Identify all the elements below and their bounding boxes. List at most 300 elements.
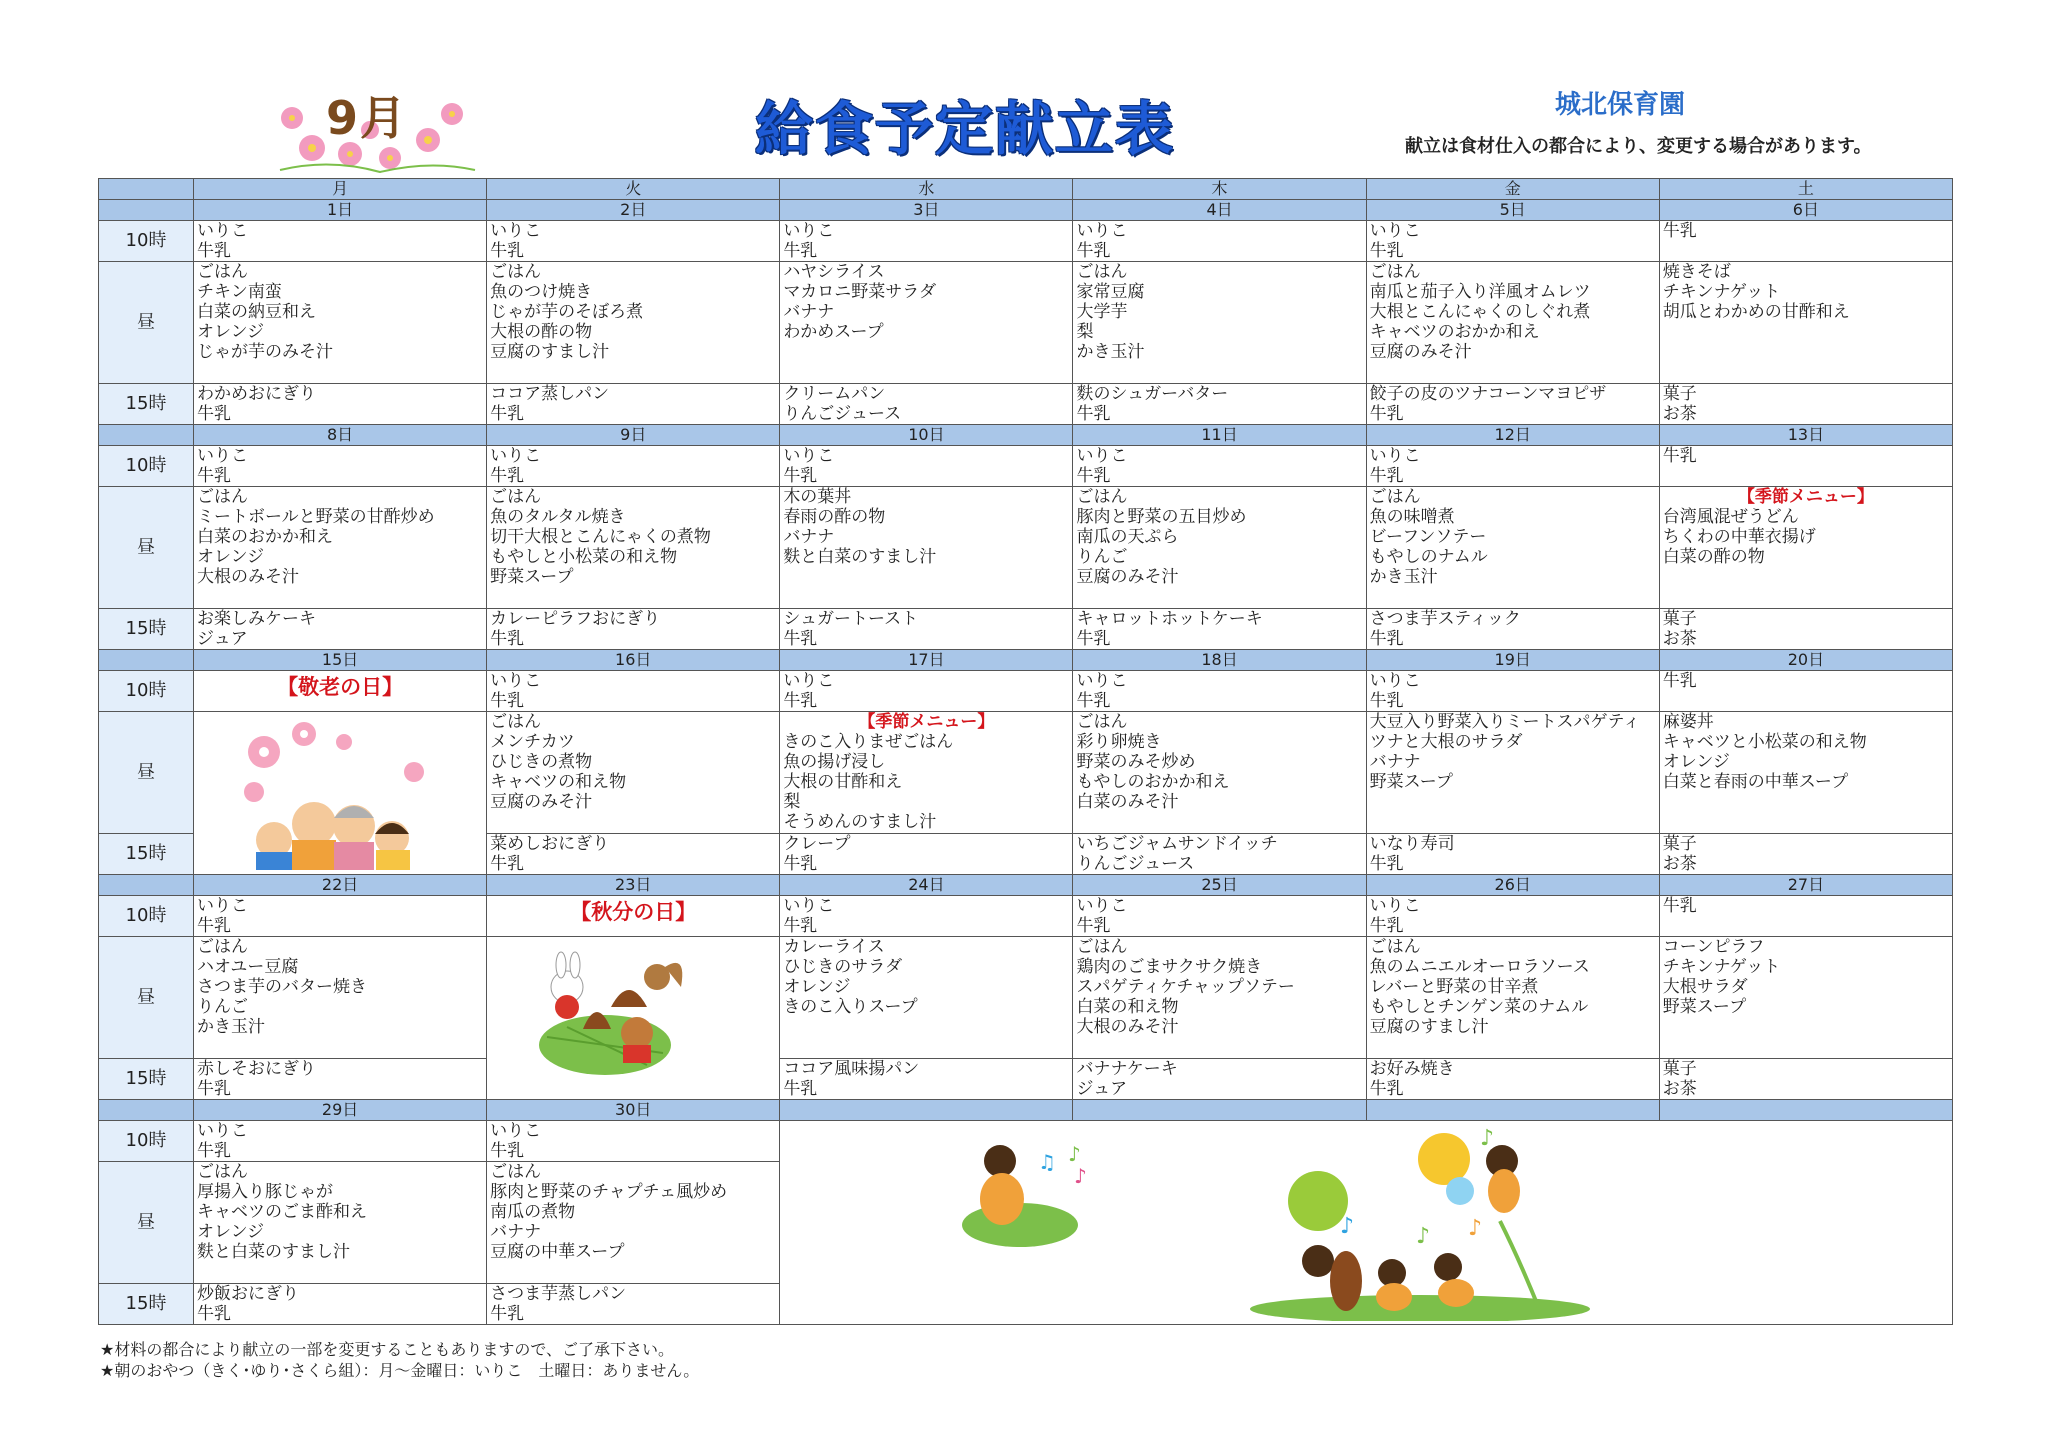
- date-cell: 16日: [487, 650, 780, 671]
- menu-item: 菓子: [1662, 1059, 1697, 1079]
- menu-item: 麩と白菜のすまし汁: [783, 547, 937, 567]
- menu-item: ビーフンソテー: [1369, 527, 1487, 547]
- menu-item: じゃが芋のみそ汁: [197, 342, 333, 362]
- menu-item: りんご: [1076, 547, 1128, 567]
- menu-item: いりこ: [783, 896, 835, 916]
- menu-item: いりこ: [490, 221, 542, 241]
- date-cell: 9日: [487, 425, 780, 446]
- menu-item: 牛乳: [783, 241, 818, 261]
- menu-item: ココア蒸しパン: [490, 384, 610, 404]
- menu-item: 大根のみそ汁: [197, 567, 299, 587]
- menu-item: バナナ: [490, 1222, 542, 1242]
- lunch-cell: [487, 262, 780, 384]
- date-cell: 18日: [1073, 650, 1366, 671]
- menu-item: カレーピラフおにぎり: [490, 609, 661, 629]
- menu-item: 牛乳: [197, 916, 231, 936]
- menu-item: 南瓜と茄子入り洋風オムレツ: [1369, 282, 1591, 302]
- menu-item: さつま芋のバター焼き: [197, 977, 367, 997]
- date-cell: 27日: [1659, 875, 1952, 896]
- menu-item: バナナ: [783, 527, 835, 547]
- menu-item: オレンジ: [783, 977, 851, 997]
- menu-item: 牛乳: [197, 1304, 231, 1324]
- lunch-cell: [1073, 262, 1366, 384]
- date-cell: [780, 1100, 1073, 1121]
- menu-item: ツナと大根のサラダ: [1369, 732, 1523, 752]
- menu-item: いりこ: [197, 221, 248, 241]
- menu-item: 牛乳: [1076, 629, 1111, 649]
- menu-item: 白菜の酢の物: [1662, 547, 1765, 567]
- morning-row: [99, 896, 1953, 937]
- menu-item: ごはん: [1076, 487, 1128, 507]
- menu-item: もやしと小松菜の和え物: [490, 547, 678, 567]
- morning-row: [99, 221, 1953, 262]
- menu-item: いりこ: [783, 221, 835, 241]
- morning-cell: [1659, 671, 1952, 712]
- slot-label-lunch: 昼: [99, 937, 194, 1059]
- menu-item: 牛乳: [490, 1304, 525, 1324]
- lunch-cell: [1659, 937, 1952, 1059]
- morning-row: [99, 1121, 1953, 1162]
- lunch-cell: [1659, 712, 1952, 834]
- morning-row: [99, 671, 1953, 712]
- afternoon-cell: [1073, 834, 1366, 875]
- date-cell: 30日: [487, 1100, 780, 1121]
- menu-item: 野菜スープ: [490, 567, 574, 587]
- slot-label-morning: 10時: [99, 896, 194, 937]
- weekday-wed: 水: [780, 179, 1073, 200]
- menu-item: じゃが芋のそぼろ煮: [490, 302, 644, 322]
- footer-note-1: ★材料の都合により献立の一部を変更することもありますので、ご了承下さい。: [100, 1340, 675, 1359]
- menu-item: 牛乳: [783, 854, 818, 874]
- menu-item: 彩り卵焼き: [1076, 732, 1162, 752]
- menu-item: 菓子: [1662, 834, 1697, 854]
- svg-text:♪: ♪: [1468, 1216, 1483, 1241]
- lunch-cell: [1073, 487, 1366, 609]
- menu-item: 大豆入り野菜入りミートスパゲティ: [1369, 712, 1641, 732]
- menu-item: 大学芋: [1076, 302, 1128, 322]
- slot-label-lunch: 昼: [99, 1162, 194, 1284]
- menu-item: 牛乳: [783, 466, 818, 486]
- corner-cell: [99, 650, 194, 671]
- menu-item: わかめスープ: [783, 322, 884, 342]
- menu-item: キャベツと小松菜の和え物: [1662, 732, 1867, 752]
- morning-cell: [487, 446, 780, 487]
- menu-item: 牛乳: [490, 1141, 525, 1161]
- menu-item: いちごジャムサンドイッチ: [1076, 834, 1278, 854]
- lunch-cell: [780, 262, 1073, 384]
- menu-item: 牛乳: [197, 241, 231, 261]
- morning-cell: [194, 1121, 487, 1162]
- menu-item: 豆腐のみそ汁: [490, 792, 593, 812]
- svg-text:♪: ♪: [1074, 1164, 1088, 1188]
- menu-item: クリームパン: [783, 384, 886, 404]
- afternoon-cell: [194, 384, 487, 425]
- menu-item: 牛乳: [1662, 221, 1697, 241]
- menu-item: 豆腐のすまし汁: [1369, 1017, 1489, 1037]
- menu-item: 牛乳: [490, 241, 525, 261]
- morning-cell: [780, 446, 1073, 487]
- morning-cell: [1366, 671, 1659, 712]
- menu-item: いりこ: [1076, 671, 1128, 691]
- weekday-fri: 金: [1366, 179, 1659, 200]
- menu-item: チキンナゲット: [1662, 282, 1781, 302]
- illustration-cell: [194, 712, 487, 875]
- menu-item: 牛乳: [490, 629, 525, 649]
- slot-label-lunch: 昼: [99, 712, 194, 834]
- menu-item: 牛乳: [1369, 404, 1404, 424]
- menu-item: ごはん: [490, 487, 542, 507]
- menu-item: かき玉汁: [197, 1017, 265, 1037]
- date-cell: 24日: [780, 875, 1073, 896]
- date-cell: 2日: [487, 200, 780, 221]
- date-cell: [1366, 1100, 1659, 1121]
- menu-item: いりこ: [197, 1121, 248, 1141]
- afternoon-cell: [780, 384, 1073, 425]
- menu-item: 豚肉と野菜のチャプチェ風炒め: [490, 1182, 728, 1202]
- morning-cell: [780, 221, 1073, 262]
- menu-item: レバーと野菜の甘辛煮: [1369, 977, 1539, 997]
- date-row: [99, 875, 1953, 896]
- lunch-cell: [194, 262, 487, 384]
- corner-cell: [99, 1100, 194, 1121]
- date-cell: 5日: [1366, 200, 1659, 221]
- menu-item: ちくわの中華衣揚げ: [1662, 527, 1816, 547]
- date-cell: 12日: [1366, 425, 1659, 446]
- menu-item: オレンジ: [1662, 752, 1730, 772]
- corner-cell: [99, 425, 194, 446]
- menu-item: ごはん: [1076, 937, 1128, 957]
- menu-item: さつま芋蒸しパン: [490, 1284, 627, 1304]
- menu-item: 野菜スープ: [1369, 772, 1453, 792]
- lunch-cell: [1366, 262, 1659, 384]
- date-cell: 4日: [1073, 200, 1366, 221]
- menu-item: 牛乳: [197, 404, 231, 424]
- morning-cell: [194, 896, 487, 937]
- menu-item: 白菜の納豆和え: [197, 302, 316, 322]
- menu-item: 白菜と春雨の中華スープ: [1662, 772, 1849, 792]
- menu-item: きのこ入りまぜごはん: [783, 732, 954, 752]
- afternoon-cell: [1366, 609, 1659, 650]
- menu-item: いりこ: [1076, 446, 1128, 466]
- menu-item: ごはん: [490, 262, 542, 282]
- menu-item: 牛乳: [490, 691, 525, 711]
- menu-item: 牛乳: [783, 916, 818, 936]
- menu-item: 大根のみそ汁: [1076, 1017, 1179, 1037]
- weekday-tue: 火: [487, 179, 780, 200]
- morning-cell: [1366, 896, 1659, 937]
- menu-item: シュガートースト: [783, 609, 919, 629]
- menu-item: カレーライス: [783, 937, 885, 957]
- menu-item: 大根の酢の物: [490, 322, 593, 342]
- menu-item: わかめおにぎり: [197, 384, 316, 404]
- date-cell: 10日: [780, 425, 1073, 446]
- menu-table: [98, 178, 1953, 1325]
- slot-label-morning: 10時: [99, 221, 194, 262]
- menu-item: バナナ: [1369, 752, 1421, 772]
- morning-cell: [194, 446, 487, 487]
- menu-item: 牛乳: [1369, 854, 1404, 874]
- lunch-cell: [1073, 937, 1366, 1059]
- afternoon-cell: [194, 1284, 487, 1325]
- menu-item: ごはん: [1369, 262, 1421, 282]
- date-cell: 3日: [780, 200, 1073, 221]
- menu-item: 大根サラダ: [1662, 977, 1748, 997]
- date-cell: 11日: [1073, 425, 1366, 446]
- menu-item: 牛乳: [1369, 241, 1404, 261]
- date-cell: 8日: [194, 425, 487, 446]
- menu-item: クレープ: [783, 834, 851, 854]
- menu-item: 麻婆丼: [1662, 712, 1714, 732]
- afternoon-cell: [1659, 834, 1952, 875]
- menu-item: 野菜スープ: [1662, 997, 1747, 1017]
- menu-item: ごはん: [1369, 937, 1421, 957]
- menu-item: いりこ: [490, 1121, 542, 1141]
- menu-item: 胡瓜とわかめの甘酢和え: [1662, 302, 1850, 322]
- elderly-family-illustration: [194, 712, 484, 870]
- lunch-cell: [487, 1162, 780, 1284]
- menu-item: 豚肉と野菜の五目炒め: [1076, 507, 1247, 527]
- menu-item: りんごジュース: [783, 404, 902, 424]
- menu-item: 牛乳: [783, 629, 818, 649]
- menu-item: コーンピラフ: [1662, 937, 1765, 957]
- morning-cell: [1073, 671, 1366, 712]
- lunch-cell: [487, 487, 780, 609]
- menu-item: さつま芋スティック: [1369, 609, 1521, 629]
- menu-item: りんごジュース: [1076, 854, 1195, 874]
- cricket-concert-illustration: [780, 1121, 1952, 1321]
- menu-item: お楽しみケーキ: [197, 609, 316, 629]
- lunch-cell: [1366, 937, 1659, 1059]
- menu-item: 牛乳: [1369, 691, 1404, 711]
- morning-cell: [1659, 221, 1952, 262]
- date-cell: 1日: [194, 200, 487, 221]
- menu-item: 牛乳: [1662, 446, 1697, 466]
- menu-item: ハオユー豆腐: [197, 957, 299, 977]
- menu-item: いりこ: [197, 896, 248, 916]
- menu-item: オレンジ: [197, 1222, 265, 1242]
- menu-item: 牛乳: [1076, 404, 1111, 424]
- svg-text:♫: ♫: [1038, 1150, 1057, 1174]
- menu-item: 魚の味噌煮: [1369, 507, 1455, 527]
- menu-item: いりこ: [1076, 221, 1128, 241]
- menu-item: メンチカツ: [490, 732, 575, 752]
- menu-item: ミートボールと野菜の甘酢炒め: [197, 507, 435, 527]
- lunch-cell: [780, 487, 1073, 609]
- seasonal-menu-badge: 【季節メニュー】: [858, 712, 995, 732]
- menu-item: バナナケーキ: [1076, 1059, 1178, 1079]
- corner-cell: [99, 200, 194, 221]
- date-cell: 22日: [194, 875, 487, 896]
- illustration-cell: [780, 1121, 1953, 1325]
- morning-cell: [1073, 221, 1366, 262]
- menu-item: 木の葉丼: [783, 487, 852, 507]
- menu-item: 大根の甘酢和え: [783, 772, 903, 792]
- svg-text:♪: ♪: [1340, 1214, 1355, 1239]
- date-cell: 6日: [1659, 200, 1952, 221]
- afternoon-cell: [194, 609, 487, 650]
- morning-cell: [1659, 896, 1952, 937]
- lunch-cell: [780, 937, 1073, 1059]
- afternoon-cell: [487, 609, 780, 650]
- menu-item: 菜めしおにぎり: [490, 834, 610, 854]
- lunch-row: [99, 712, 1953, 834]
- lunch-cell: [194, 1162, 487, 1284]
- menu-item: 麩のシュガーバター: [1076, 384, 1229, 404]
- corner-cell: [99, 179, 194, 200]
- afternoon-cell: [1073, 1059, 1366, 1100]
- menu-item: ハヤシライス: [783, 262, 885, 282]
- illustration-cell: [487, 937, 780, 1100]
- morning-cell: [780, 896, 1073, 937]
- slot-label-lunch: 昼: [99, 487, 194, 609]
- menu-item: ジュア: [1076, 1079, 1128, 1099]
- lunch-cell: [1659, 487, 1952, 609]
- menu-item: 梨: [783, 792, 801, 812]
- lunch-cell: [1073, 712, 1366, 834]
- menu-item: お茶: [1662, 629, 1697, 649]
- morning-cell: [487, 1121, 780, 1162]
- date-cell: [1073, 1100, 1366, 1121]
- menu-item: いりこ: [1076, 896, 1128, 916]
- menu-item: ごはん: [1076, 712, 1128, 732]
- afternoon-cell: [1073, 609, 1366, 650]
- weekday-header-row: [99, 179, 1953, 200]
- date-cell: 26日: [1366, 875, 1659, 896]
- month-label: 9月: [326, 91, 409, 145]
- menu-item: 麩と白菜のすまし汁: [197, 1242, 350, 1262]
- menu-item: チキンナゲット: [1662, 957, 1781, 977]
- menu-item: もやしとチンゲン菜のナムル: [1369, 997, 1589, 1017]
- menu-item: きのこ入りスープ: [783, 997, 918, 1017]
- menu-item: 白菜のおかか和え: [197, 527, 333, 547]
- menu-item: 牛乳: [1076, 691, 1111, 711]
- afternoon-cell: [780, 1059, 1073, 1100]
- morning-cell: [487, 671, 780, 712]
- date-cell: 23日: [487, 875, 780, 896]
- menu-item: 餃子の皮のツナコーンマヨピザ: [1369, 384, 1607, 404]
- weekday-sat: 土: [1659, 179, 1952, 200]
- slot-label-morning: 10時: [99, 1121, 194, 1162]
- morning-cell: [1073, 446, 1366, 487]
- menu-item: いりこ: [783, 671, 835, 691]
- afternoon-cell: [487, 384, 780, 425]
- afternoon-cell: [1659, 609, 1952, 650]
- menu-item: 焼きそば: [1662, 262, 1731, 282]
- menu-item: 牛乳: [197, 1141, 231, 1161]
- menu-item: 牛乳: [1369, 916, 1404, 936]
- date-row: [99, 200, 1953, 221]
- menu-item: 厚揚入り豚じゃが: [197, 1182, 333, 1202]
- svg-text:♪: ♪: [1416, 1224, 1431, 1249]
- slot-label-afternoon: 15時: [99, 1059, 194, 1100]
- lunch-row: [99, 937, 1953, 1059]
- afternoon-cell: [780, 609, 1073, 650]
- menu-item: 豆腐のみそ汁: [1369, 342, 1472, 362]
- menu-item: もやしのおかか和え: [1076, 772, 1230, 792]
- date-cell: 20日: [1659, 650, 1952, 671]
- seasonal-menu-badge: 【季節メニュー】: [1737, 487, 1874, 507]
- menu-item: 白菜の和え物: [1076, 997, 1179, 1017]
- date-cell: 25日: [1073, 875, 1366, 896]
- menu-item: スパゲティケチャップソテー: [1076, 977, 1295, 997]
- menu-item: ごはん: [197, 937, 248, 957]
- menu-item: もやしのナムル: [1369, 547, 1488, 567]
- morning-cell: [1366, 446, 1659, 487]
- menu-item: お茶: [1662, 1079, 1697, 1099]
- lunch-row: [99, 487, 1953, 609]
- menu-item: ごはん: [490, 1162, 542, 1182]
- afternoon-row: [99, 384, 1953, 425]
- svg-text:♪: ♪: [1480, 1126, 1495, 1151]
- morning-cell: [780, 671, 1073, 712]
- date-cell: [1659, 1100, 1952, 1121]
- month-badge: [270, 78, 480, 178]
- weekday-mon: 月: [194, 179, 487, 200]
- menu-item: 大根とこんにゃくのしぐれ煮: [1369, 302, 1591, 322]
- slot-label-lunch: 昼: [99, 262, 194, 384]
- menu-item: 牛乳: [490, 854, 525, 874]
- lunch-cell: [487, 712, 780, 834]
- menu-item: ひじきの煮物: [490, 752, 593, 772]
- menu-item: 切干大根とこんにゃくの煮物: [490, 527, 711, 547]
- menu-item: ごはん: [490, 712, 542, 732]
- menu-item: いりこ: [783, 446, 835, 466]
- menu-item: 牛乳: [490, 466, 525, 486]
- afternoon-cell: [1073, 384, 1366, 425]
- menu-item: 白菜のみそ汁: [1076, 792, 1179, 812]
- menu-item: 牛乳: [783, 1079, 818, 1099]
- menu-item: 牛乳: [490, 404, 525, 424]
- menu-item: いりこ: [1369, 896, 1421, 916]
- menu-item: お茶: [1662, 854, 1697, 874]
- menu-item: いりこ: [197, 446, 248, 466]
- menu-item: 菓子: [1662, 384, 1697, 404]
- date-cell: 15日: [194, 650, 487, 671]
- menu-item: 牛乳: [1662, 671, 1697, 691]
- slot-label-afternoon: 15時: [99, 609, 194, 650]
- menu-item: 南瓜の天ぷら: [1076, 527, 1179, 547]
- date-row: [99, 425, 1953, 446]
- menu-item: 牛乳: [1076, 466, 1111, 486]
- menu-item: 赤しそおにぎり: [197, 1059, 316, 1079]
- menu-item: ごはん: [1076, 262, 1128, 282]
- menu-item: 炒飯おにぎり: [197, 1284, 299, 1304]
- menu-item: いりこ: [1369, 671, 1421, 691]
- menu-item: 牛乳: [197, 1079, 231, 1099]
- lunch-cell: [1366, 487, 1659, 609]
- date-cell: 19日: [1366, 650, 1659, 671]
- menu-item: りんご: [197, 997, 248, 1017]
- morning-row: [99, 446, 1953, 487]
- morning-cell: [487, 896, 780, 937]
- lunch-cell: [1366, 712, 1659, 834]
- menu-item: かき玉汁: [1369, 567, 1438, 587]
- date-cell: 13日: [1659, 425, 1952, 446]
- menu-item: 豆腐の中華スープ: [490, 1242, 625, 1262]
- menu-item: 豆腐のすまし汁: [490, 342, 610, 362]
- slot-label-afternoon: 15時: [99, 384, 194, 425]
- menu-item: ごはん: [197, 1162, 248, 1182]
- morning-cell: [194, 671, 487, 712]
- morning-cell: [1366, 221, 1659, 262]
- slot-label-morning: 10時: [99, 671, 194, 712]
- menu-item: いりこ: [1369, 446, 1421, 466]
- menu-item: 牛乳: [1076, 916, 1111, 936]
- afternoon-cell: [1366, 1059, 1659, 1100]
- menu-item: 牛乳: [1076, 241, 1111, 261]
- lunch-cell: [194, 937, 487, 1059]
- menu-item: 牛乳: [1369, 1079, 1404, 1099]
